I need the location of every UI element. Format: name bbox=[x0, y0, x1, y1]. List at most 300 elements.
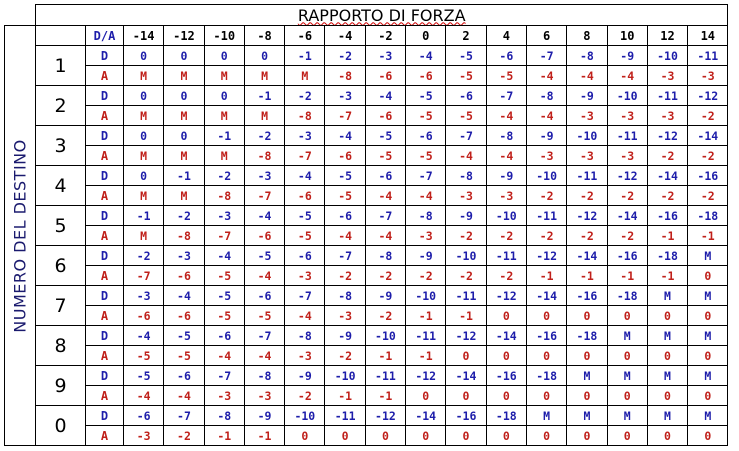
defender-result-cell: -6 bbox=[325, 206, 365, 226]
attacker-result-cell: -1 bbox=[607, 266, 647, 286]
attacker-result-cell: -1 bbox=[365, 346, 405, 366]
defender-result-cell: -11 bbox=[446, 286, 486, 306]
attacker-result-cell: -4 bbox=[365, 186, 405, 206]
defender-result-cell: -7 bbox=[486, 86, 526, 106]
defender-result-cell: -16 bbox=[688, 166, 728, 186]
attacker-result-cell: -1 bbox=[406, 306, 446, 326]
attacker-result-cell: -2 bbox=[607, 186, 647, 206]
table-row-defender bbox=[5, 326, 728, 346]
defender-result-cell: M bbox=[688, 286, 728, 306]
table-row-defender bbox=[5, 366, 728, 386]
defender-result-cell: -3 bbox=[164, 246, 204, 266]
defender-result-cell: -9 bbox=[365, 286, 405, 306]
attacker-result-cell: -5 bbox=[285, 226, 325, 246]
table-row-defender bbox=[5, 246, 728, 266]
attacker-result-cell: -1 bbox=[244, 426, 284, 446]
defender-result-cell: -14 bbox=[567, 246, 607, 266]
defender-result-cell: -14 bbox=[526, 286, 566, 306]
defender-result-cell: -10 bbox=[567, 126, 607, 146]
row-label-d: D bbox=[86, 126, 124, 146]
attacker-result-cell: -2 bbox=[688, 106, 728, 126]
attacker-result-cell: -5 bbox=[204, 266, 244, 286]
attacker-result-cell: -4 bbox=[567, 66, 607, 86]
attacker-result-cell: 0 bbox=[446, 386, 486, 406]
table-corner bbox=[5, 5, 36, 26]
defender-result-cell: -7 bbox=[526, 46, 566, 66]
attacker-result-cell: -8 bbox=[204, 186, 244, 206]
defender-result-cell: -4 bbox=[406, 46, 446, 66]
defender-result-cell: -1 bbox=[285, 46, 325, 66]
attacker-result-cell: -3 bbox=[244, 386, 284, 406]
destiny-number: 6 bbox=[36, 246, 86, 286]
column-header: -4 bbox=[325, 26, 365, 46]
attacker-result-cell: -8 bbox=[244, 146, 284, 166]
attacker-result-cell: -5 bbox=[164, 346, 204, 366]
attacker-result-cell: -4 bbox=[325, 226, 365, 246]
attacker-result-cell: -2 bbox=[164, 426, 204, 446]
row-label-d: D bbox=[86, 166, 124, 186]
attacker-result-cell: -1 bbox=[406, 346, 446, 366]
table-row-attacker bbox=[5, 266, 728, 286]
defender-result-cell: -10 bbox=[607, 86, 647, 106]
defender-result-cell: -8 bbox=[446, 166, 486, 186]
defender-result-cell: -4 bbox=[325, 126, 365, 146]
defender-result-cell: -7 bbox=[204, 366, 244, 386]
defender-result-cell: 0 bbox=[124, 126, 164, 146]
defender-result-cell: -7 bbox=[285, 286, 325, 306]
row-label-a: A bbox=[86, 386, 124, 406]
attacker-result-cell: M bbox=[204, 106, 244, 126]
attacker-result-cell: -1 bbox=[204, 426, 244, 446]
attacker-result-cell: -2 bbox=[365, 306, 405, 326]
attacker-result-cell: M bbox=[124, 106, 164, 126]
destiny-number: 4 bbox=[36, 166, 86, 206]
column-header: -6 bbox=[285, 26, 325, 46]
defender-result-cell: -7 bbox=[365, 206, 405, 226]
table-title bbox=[36, 5, 728, 26]
attacker-result-cell: -3 bbox=[124, 426, 164, 446]
defender-result-cell: -12 bbox=[446, 326, 486, 346]
row-label-d: D bbox=[86, 246, 124, 266]
defender-result-cell: -12 bbox=[688, 86, 728, 106]
row-label-a: A bbox=[86, 226, 124, 246]
attacker-result-cell: -7 bbox=[244, 186, 284, 206]
column-header: 8 bbox=[567, 26, 607, 46]
defender-result-cell: 0 bbox=[124, 46, 164, 66]
attacker-result-cell: -4 bbox=[526, 66, 566, 86]
defender-result-cell: -10 bbox=[285, 406, 325, 426]
column-header: -10 bbox=[204, 26, 244, 46]
defender-result-cell: -2 bbox=[204, 166, 244, 186]
attacker-result-cell: -6 bbox=[164, 306, 204, 326]
attacker-result-cell: -5 bbox=[406, 146, 446, 166]
attacker-result-cell: M bbox=[124, 146, 164, 166]
defender-result-cell: -4 bbox=[124, 326, 164, 346]
attacker-result-cell: 0 bbox=[607, 426, 647, 446]
attacker-result-cell: 0 bbox=[607, 346, 647, 366]
defender-result-cell: -7 bbox=[325, 246, 365, 266]
attacker-result-cell: -1 bbox=[567, 266, 607, 286]
defender-result-cell: -9 bbox=[526, 126, 566, 146]
attacker-result-cell: 0 bbox=[647, 386, 687, 406]
attacker-result-cell: -1 bbox=[526, 266, 566, 286]
attacker-result-cell: 0 bbox=[607, 386, 647, 406]
defender-result-cell: 0 bbox=[164, 46, 204, 66]
attacker-result-cell: -4 bbox=[365, 226, 405, 246]
defender-result-cell: M bbox=[647, 406, 687, 426]
row-label-d: D bbox=[86, 406, 124, 426]
defender-result-cell: -14 bbox=[446, 366, 486, 386]
attacker-result-cell: -6 bbox=[365, 106, 405, 126]
defender-result-cell: -5 bbox=[365, 126, 405, 146]
table-row-defender bbox=[5, 126, 728, 146]
defender-result-cell: -1 bbox=[124, 206, 164, 226]
defender-result-cell: 0 bbox=[204, 46, 244, 66]
attacker-result-cell: M bbox=[124, 186, 164, 206]
table-row-attacker bbox=[5, 386, 728, 406]
defender-result-cell: -11 bbox=[365, 366, 405, 386]
row-label-a: A bbox=[86, 346, 124, 366]
attacker-result-cell: -4 bbox=[446, 146, 486, 166]
defender-result-cell: 0 bbox=[124, 166, 164, 186]
attacker-result-cell: -1 bbox=[325, 386, 365, 406]
attacker-result-cell: 0 bbox=[647, 306, 687, 326]
defender-result-cell: -4 bbox=[365, 86, 405, 106]
defender-result-cell: -4 bbox=[204, 246, 244, 266]
destiny-number: 5 bbox=[36, 206, 86, 246]
defender-result-cell: -5 bbox=[285, 206, 325, 226]
attacker-result-cell: -2 bbox=[688, 186, 728, 206]
attacker-result-cell: M bbox=[204, 146, 244, 166]
row-label-a: A bbox=[86, 106, 124, 126]
attacker-result-cell: -1 bbox=[647, 266, 687, 286]
attacker-result-cell: -7 bbox=[204, 226, 244, 246]
attacker-result-cell: -2 bbox=[446, 226, 486, 246]
defender-result-cell: -18 bbox=[688, 206, 728, 226]
attacker-result-cell: -8 bbox=[285, 106, 325, 126]
attacker-result-cell: -3 bbox=[285, 266, 325, 286]
defender-result-cell: M bbox=[647, 366, 687, 386]
defender-result-cell: -3 bbox=[285, 126, 325, 146]
attacker-result-cell: -4 bbox=[607, 66, 647, 86]
defender-result-cell: -9 bbox=[486, 166, 526, 186]
attacker-result-cell: -2 bbox=[647, 186, 687, 206]
defender-result-cell: -6 bbox=[204, 326, 244, 346]
defender-result-cell: -16 bbox=[486, 366, 526, 386]
defender-result-cell: -6 bbox=[164, 366, 204, 386]
table-row-attacker bbox=[5, 146, 728, 166]
table-row-defender bbox=[5, 86, 728, 106]
defender-result-cell: -12 bbox=[607, 166, 647, 186]
defender-result-cell: -18 bbox=[607, 286, 647, 306]
row-label-a: A bbox=[86, 306, 124, 326]
attacker-result-cell: -4 bbox=[486, 146, 526, 166]
defender-result-cell: -3 bbox=[124, 286, 164, 306]
defender-result-cell: -18 bbox=[526, 366, 566, 386]
row-label-d: D bbox=[86, 366, 124, 386]
column-header: -12 bbox=[164, 26, 204, 46]
defender-result-cell: -5 bbox=[406, 86, 446, 106]
defender-result-cell: -16 bbox=[607, 246, 647, 266]
defender-result-cell: M bbox=[526, 406, 566, 426]
attacker-result-cell: -3 bbox=[285, 346, 325, 366]
attacker-result-cell: -3 bbox=[607, 146, 647, 166]
attacker-result-cell: -2 bbox=[325, 266, 365, 286]
header-blank-cell bbox=[36, 26, 86, 46]
defender-result-cell: -14 bbox=[486, 326, 526, 346]
defender-result-cell: -2 bbox=[124, 246, 164, 266]
attacker-result-cell: 0 bbox=[486, 346, 526, 366]
defender-result-cell: -7 bbox=[244, 326, 284, 346]
defender-result-cell: -5 bbox=[244, 246, 284, 266]
defender-result-cell: -3 bbox=[325, 86, 365, 106]
destiny-number: 3 bbox=[36, 126, 86, 166]
attacker-result-cell: -2 bbox=[325, 346, 365, 366]
destiny-number: 2 bbox=[36, 86, 86, 126]
defender-result-cell: -18 bbox=[486, 406, 526, 426]
attacker-result-cell: 0 bbox=[567, 426, 607, 446]
header-da-label: D/A bbox=[86, 26, 124, 46]
attacker-result-cell: -2 bbox=[486, 266, 526, 286]
attacker-result-cell: -4 bbox=[244, 266, 284, 286]
defender-result-cell: -10 bbox=[526, 166, 566, 186]
attacker-result-cell: M bbox=[244, 66, 284, 86]
attacker-result-cell: -4 bbox=[124, 386, 164, 406]
attacker-result-cell: -2 bbox=[526, 226, 566, 246]
side-label-cell bbox=[5, 26, 36, 446]
defender-result-cell: -3 bbox=[244, 166, 284, 186]
attacker-result-cell: -5 bbox=[406, 106, 446, 126]
attacker-result-cell: -3 bbox=[567, 106, 607, 126]
defender-result-cell: -6 bbox=[365, 166, 405, 186]
attacker-result-cell: 0 bbox=[526, 306, 566, 326]
defender-result-cell: -3 bbox=[204, 206, 244, 226]
attacker-result-cell: -2 bbox=[486, 226, 526, 246]
defender-result-cell: -9 bbox=[285, 366, 325, 386]
defender-result-cell: 0 bbox=[204, 86, 244, 106]
attacker-result-cell: -5 bbox=[446, 66, 486, 86]
table-row-attacker bbox=[5, 226, 728, 246]
attacker-result-cell: 0 bbox=[446, 426, 486, 446]
attacker-result-cell: -1 bbox=[647, 226, 687, 246]
attacker-result-cell: -4 bbox=[406, 186, 446, 206]
defender-result-cell: -18 bbox=[647, 246, 687, 266]
attacker-result-cell: 0 bbox=[688, 266, 728, 286]
attacker-result-cell: -2 bbox=[526, 186, 566, 206]
defender-result-cell: -1 bbox=[244, 86, 284, 106]
defender-result-cell: M bbox=[567, 366, 607, 386]
destiny-number: 0 bbox=[36, 406, 86, 446]
attacker-result-cell: 0 bbox=[365, 426, 405, 446]
combat-results-table bbox=[4, 4, 728, 446]
attacker-result-cell: 0 bbox=[647, 426, 687, 446]
defender-result-cell: -8 bbox=[567, 46, 607, 66]
defender-result-cell: -12 bbox=[406, 366, 446, 386]
defender-result-cell: -10 bbox=[365, 326, 405, 346]
attacker-result-cell: -4 bbox=[486, 106, 526, 126]
column-header: 12 bbox=[647, 26, 687, 46]
attacker-result-cell: -2 bbox=[567, 186, 607, 206]
defender-result-cell: -9 bbox=[446, 206, 486, 226]
defender-result-cell: M bbox=[647, 286, 687, 306]
attacker-result-cell: -1 bbox=[446, 306, 486, 326]
defender-result-cell: -8 bbox=[285, 326, 325, 346]
defender-result-cell: -10 bbox=[647, 46, 687, 66]
attacker-result-cell: -1 bbox=[688, 226, 728, 246]
attacker-result-cell: -3 bbox=[325, 306, 365, 326]
defender-result-cell: 0 bbox=[244, 46, 284, 66]
defender-result-cell: -10 bbox=[406, 286, 446, 306]
defender-result-cell: -14 bbox=[607, 206, 647, 226]
table-row-defender bbox=[5, 46, 728, 66]
defender-result-cell: -6 bbox=[285, 246, 325, 266]
attacker-result-cell: M bbox=[164, 186, 204, 206]
column-header: 10 bbox=[607, 26, 647, 46]
defender-result-cell: -10 bbox=[446, 246, 486, 266]
attacker-result-cell: -8 bbox=[325, 66, 365, 86]
defender-result-cell: -6 bbox=[446, 86, 486, 106]
defender-result-cell: -2 bbox=[164, 206, 204, 226]
defender-result-cell: -11 bbox=[325, 406, 365, 426]
table-row-defender bbox=[5, 166, 728, 186]
defender-result-cell: -9 bbox=[567, 86, 607, 106]
attacker-result-cell: 0 bbox=[567, 346, 607, 366]
defender-result-cell: M bbox=[688, 406, 728, 426]
table-title-text: RAPPORTO DI FORZA bbox=[297, 5, 466, 25]
defender-result-cell: -16 bbox=[526, 326, 566, 346]
attacker-result-cell: -6 bbox=[365, 66, 405, 86]
defender-result-cell: -6 bbox=[406, 126, 446, 146]
attacker-result-cell: -6 bbox=[244, 226, 284, 246]
attacker-result-cell: 0 bbox=[486, 426, 526, 446]
attacker-result-cell: -3 bbox=[446, 186, 486, 206]
defender-result-cell: -8 bbox=[204, 406, 244, 426]
defender-result-cell: -1 bbox=[164, 166, 204, 186]
defender-result-cell: 0 bbox=[124, 86, 164, 106]
defender-result-cell: M bbox=[647, 326, 687, 346]
attacker-result-cell: -5 bbox=[204, 306, 244, 326]
column-header: 6 bbox=[526, 26, 566, 46]
defender-result-cell: -11 bbox=[647, 86, 687, 106]
column-header: -8 bbox=[244, 26, 284, 46]
attacker-result-cell: -2 bbox=[406, 266, 446, 286]
defender-result-cell: -18 bbox=[567, 326, 607, 346]
attacker-result-cell: 0 bbox=[446, 346, 486, 366]
destiny-number: 8 bbox=[36, 326, 86, 366]
attacker-result-cell: -6 bbox=[285, 186, 325, 206]
row-label-d: D bbox=[86, 326, 124, 346]
attacker-result-cell: -3 bbox=[647, 106, 687, 126]
defender-result-cell: -3 bbox=[365, 46, 405, 66]
defender-result-cell: -6 bbox=[486, 46, 526, 66]
defender-result-cell: -12 bbox=[486, 286, 526, 306]
defender-result-cell: -12 bbox=[647, 126, 687, 146]
attacker-result-cell: -4 bbox=[285, 306, 325, 326]
table-row-attacker bbox=[5, 106, 728, 126]
attacker-result-cell: 0 bbox=[406, 386, 446, 406]
attacker-result-cell: -1 bbox=[365, 386, 405, 406]
defender-result-cell: -11 bbox=[406, 326, 446, 346]
attacker-result-cell: 0 bbox=[526, 426, 566, 446]
defender-result-cell: -4 bbox=[244, 206, 284, 226]
column-header: -14 bbox=[124, 26, 164, 46]
defender-result-cell: -8 bbox=[244, 366, 284, 386]
defender-result-cell: -8 bbox=[365, 246, 405, 266]
row-label-d: D bbox=[86, 46, 124, 66]
defender-result-cell: -6 bbox=[244, 286, 284, 306]
attacker-result-cell: 0 bbox=[567, 386, 607, 406]
attacker-result-cell: M bbox=[124, 226, 164, 246]
attacker-result-cell: 0 bbox=[526, 346, 566, 366]
attacker-result-cell: M bbox=[164, 146, 204, 166]
attacker-result-cell: -3 bbox=[607, 106, 647, 126]
column-header: 14 bbox=[688, 26, 728, 46]
defender-result-cell: -16 bbox=[446, 406, 486, 426]
defender-result-cell: -11 bbox=[688, 46, 728, 66]
defender-result-cell: 0 bbox=[164, 126, 204, 146]
destiny-number: 9 bbox=[36, 366, 86, 406]
row-label-a: A bbox=[86, 146, 124, 166]
attacker-result-cell: -5 bbox=[124, 346, 164, 366]
attacker-result-cell: -4 bbox=[526, 106, 566, 126]
attacker-result-cell: -2 bbox=[567, 226, 607, 246]
defender-result-cell: -12 bbox=[526, 246, 566, 266]
defender-result-cell: -1 bbox=[204, 126, 244, 146]
defender-result-cell: M bbox=[688, 246, 728, 266]
defender-result-cell: M bbox=[607, 326, 647, 346]
attacker-result-cell: 0 bbox=[325, 426, 365, 446]
defender-result-cell: -2 bbox=[325, 46, 365, 66]
attacker-result-cell: M bbox=[285, 66, 325, 86]
table-row-attacker bbox=[5, 346, 728, 366]
attacker-result-cell: -3 bbox=[204, 386, 244, 406]
attacker-result-cell: 0 bbox=[406, 426, 446, 446]
defender-result-cell: -14 bbox=[406, 406, 446, 426]
defender-result-cell: M bbox=[688, 366, 728, 386]
attacker-result-cell: 0 bbox=[526, 386, 566, 406]
attacker-result-cell: 0 bbox=[285, 426, 325, 446]
defender-result-cell: -16 bbox=[647, 206, 687, 226]
attacker-result-cell: M bbox=[164, 66, 204, 86]
defender-result-cell: -16 bbox=[567, 286, 607, 306]
defender-result-cell: -2 bbox=[244, 126, 284, 146]
attacker-result-cell: -6 bbox=[325, 146, 365, 166]
defender-result-cell: -5 bbox=[325, 166, 365, 186]
defender-result-cell: -4 bbox=[164, 286, 204, 306]
attacker-result-cell: -2 bbox=[688, 146, 728, 166]
table-row-attacker bbox=[5, 306, 728, 326]
attacker-result-cell: -7 bbox=[124, 266, 164, 286]
defender-result-cell: -5 bbox=[164, 326, 204, 346]
defender-result-cell: M bbox=[607, 406, 647, 426]
attacker-result-cell: 0 bbox=[486, 386, 526, 406]
attacker-result-cell: 0 bbox=[607, 306, 647, 326]
defender-result-cell: -10 bbox=[486, 206, 526, 226]
attacker-result-cell: -5 bbox=[365, 146, 405, 166]
defender-result-cell: -11 bbox=[526, 206, 566, 226]
defender-result-cell: -5 bbox=[124, 366, 164, 386]
attacker-result-cell: -3 bbox=[567, 146, 607, 166]
column-header: -2 bbox=[365, 26, 405, 46]
attacker-result-cell: -7 bbox=[285, 146, 325, 166]
attacker-result-cell: -4 bbox=[164, 386, 204, 406]
defender-result-cell: -12 bbox=[365, 406, 405, 426]
row-label-d: D bbox=[86, 286, 124, 306]
table-row-defender bbox=[5, 206, 728, 226]
defender-result-cell: -2 bbox=[285, 86, 325, 106]
row-label-a: A bbox=[86, 186, 124, 206]
destiny-number: 7 bbox=[36, 286, 86, 326]
